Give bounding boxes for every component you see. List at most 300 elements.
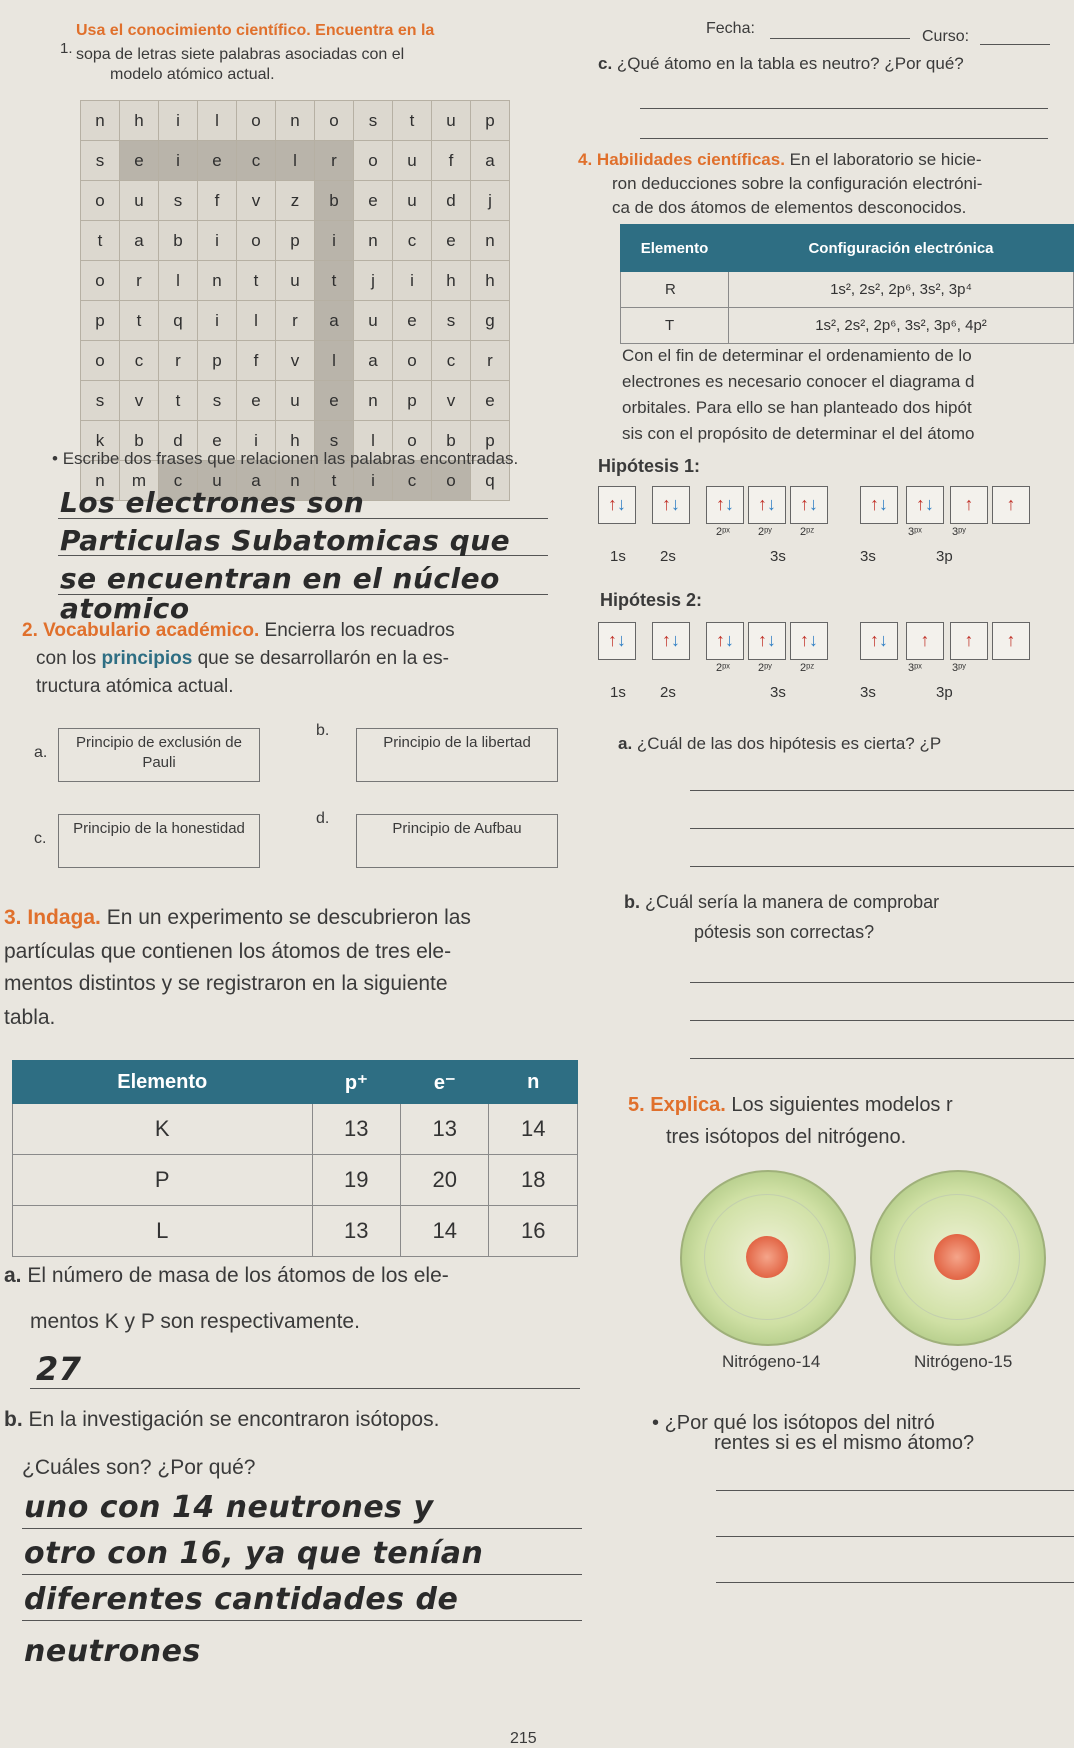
spin-down-arrow-icon: ↓ — [879, 630, 888, 650]
q2-keyword: Vocabulario académico. — [43, 620, 260, 641]
spin-up-arrow-icon: ↑ — [608, 494, 617, 514]
grid-cell[interactable]: l — [276, 141, 315, 181]
orbital-box — [860, 622, 898, 660]
orbital-box — [992, 486, 1030, 524]
nitrogen-15-label: Nitrógeno-15 — [914, 1352, 1013, 1371]
nitrogen-14-label: Nitrógeno-14 — [722, 1352, 821, 1371]
orbital-label: 3p — [936, 684, 953, 701]
grid-cell[interactable]: t — [120, 301, 159, 341]
page-number: 215 — [510, 1730, 537, 1747]
spin-up-arrow-icon: ↑ — [920, 630, 930, 650]
word-search-grid[interactable] — [80, 100, 510, 501]
q3b-letter: b. — [4, 1408, 23, 1431]
grid-cell[interactable]: s — [354, 101, 393, 141]
grid-cell[interactable]: o — [354, 141, 393, 181]
grid-cell[interactable]: i — [198, 221, 237, 261]
grid-cell[interactable]: e — [198, 141, 237, 181]
q3b-answer-4[interactable]: neutrones — [24, 1634, 201, 1669]
grid-cell[interactable]: a — [471, 141, 510, 181]
col-protons: p⁺ — [312, 1061, 400, 1104]
grid-cell[interactable]: o — [81, 341, 120, 381]
spin-up-arrow-icon: ↑ — [964, 494, 974, 514]
spin-up-arrow-icon: ↑ — [1006, 630, 1016, 650]
orbital-label: 3p — [936, 548, 953, 565]
cell: P — [13, 1155, 313, 1206]
orbital-box — [598, 622, 636, 660]
particles-table — [12, 1060, 578, 1257]
sub-orbital-label: 3ᵖˣ — [908, 662, 922, 674]
orbital-box — [992, 622, 1030, 660]
q3-line-4: tabla. — [4, 1006, 56, 1029]
q2-bold: principios — [101, 648, 193, 669]
grid-cell[interactable]: c — [237, 141, 276, 181]
q5-keyword: Explica. — [650, 1094, 726, 1116]
q5-text-a: Los siguientes modelos r — [731, 1094, 953, 1116]
grid-cell[interactable]: c — [432, 341, 471, 381]
grid-cell[interactable]: h — [471, 261, 510, 301]
q1-answer-3[interactable]: se encuentran en el núcleo — [60, 562, 500, 595]
table-row — [13, 1155, 578, 1206]
spin-up-arrow-icon: ↑ — [608, 630, 617, 650]
fecha-field[interactable] — [770, 38, 910, 39]
q1-text-b: sopa de letras siete palabras asociadas con el — [76, 46, 405, 63]
orbital-label: 1s — [610, 548, 626, 565]
grid-cell[interactable]: i — [237, 421, 276, 461]
grid-cell[interactable]: o — [315, 101, 354, 141]
orbital-box — [598, 486, 636, 524]
grid-cell[interactable]: b — [159, 221, 198, 261]
grid-cell[interactable]: u — [432, 101, 471, 141]
sub-orbital-label: 2ᵖᶻ — [800, 662, 815, 674]
q4-number: 4. — [578, 150, 593, 169]
grid-cell[interactable]: i — [198, 301, 237, 341]
table-row — [621, 272, 1074, 308]
cell: K — [13, 1104, 313, 1155]
sub-orbital-label: 3ᵖˣ — [908, 526, 922, 538]
grid-cell[interactable]: p — [276, 221, 315, 261]
hipotesis-2-diagram — [598, 622, 1074, 722]
q4a-question: ¿Cuál de las dos hipótesis es cierta? ¿P — [636, 734, 942, 753]
nucleus-icon — [746, 1236, 788, 1278]
cell: 18 — [489, 1155, 578, 1206]
grid-cell[interactable]: e — [315, 381, 354, 421]
grid-cell[interactable]: f — [237, 341, 276, 381]
grid-cell[interactable]: i — [159, 101, 198, 141]
spin-down-arrow-icon: ↓ — [809, 630, 818, 650]
grid-cell[interactable]: n — [354, 221, 393, 261]
q3b-text-1: En la investigación se encontraron isótopos. — [28, 1408, 440, 1431]
grid-cell[interactable]: l — [315, 341, 354, 381]
grid-cell[interactable]: t — [315, 461, 354, 501]
q3-line-2: partículas que contienen los átomos de tres ele- — [4, 940, 452, 963]
spin-up-arrow-icon: ↑ — [964, 630, 974, 650]
grid-cell[interactable]: c — [393, 221, 432, 261]
grid-cell[interactable]: a — [354, 341, 393, 381]
orbital-label: 3s — [770, 684, 786, 701]
grid-cell[interactable]: b — [315, 181, 354, 221]
grid-cell[interactable]: d — [432, 181, 471, 221]
grid-cell[interactable]: o — [237, 221, 276, 261]
q1-text-a — [76, 22, 434, 40]
answer-line — [690, 866, 1074, 867]
spin-up-arrow-icon: ↑ — [870, 630, 879, 650]
grid-cell[interactable]: u — [393, 181, 432, 221]
qc-text — [598, 54, 964, 74]
grid-cell[interactable]: q — [159, 301, 198, 341]
q3-line-3: mentos distintos y se registraron en la siguiente — [4, 972, 448, 995]
grid-cell[interactable]: o — [393, 341, 432, 381]
grid-cell[interactable]: r — [120, 261, 159, 301]
q4-keyword: Habilidades científicas. — [596, 150, 785, 169]
answer-line — [690, 828, 1074, 829]
q2-text-a: Encierra los recuadros — [264, 620, 455, 641]
answer-line — [690, 982, 1074, 983]
q3a-text-1: El número de masa de los átomos de los ele- — [27, 1264, 449, 1287]
spin-up-arrow-icon: ↑ — [758, 494, 767, 514]
grid-cell[interactable]: o — [81, 261, 120, 301]
grid-cell[interactable]: e — [432, 221, 471, 261]
answer-line — [690, 1020, 1074, 1021]
grid-row — [81, 261, 510, 301]
q4-text-a: En el laboratorio se hicie- — [789, 150, 982, 169]
orbital-box — [950, 486, 988, 524]
grid-cell[interactable]: n — [81, 461, 120, 501]
q3b-answer-1[interactable]: uno con 14 neutrones y — [24, 1490, 434, 1525]
grid-cell[interactable]: r — [159, 341, 198, 381]
grid-cell[interactable]: p — [471, 421, 510, 461]
grid-row — [81, 221, 510, 261]
grid-cell[interactable]: l — [237, 301, 276, 341]
answer-line — [640, 108, 1048, 109]
grid-cell[interactable]: m — [120, 461, 159, 501]
q1-answer-4[interactable]: atomico — [60, 592, 190, 625]
grid-cell[interactable]: n — [81, 101, 120, 141]
bullet-icon: • — [52, 449, 58, 468]
q1-answer-1[interactable]: Los electrones son — [60, 486, 365, 519]
q4-para-3: orbitales. Para ello se han planteado dos hipót — [622, 398, 972, 417]
q4-line-2: ron deducciones sobre la configuración electróni- — [612, 174, 983, 193]
grid-cell[interactable]: z — [276, 181, 315, 221]
grid-cell[interactable]: i — [354, 461, 393, 501]
q2-line-3: tructura atómica actual. — [36, 676, 234, 697]
spin-up-arrow-icon: ↑ — [716, 630, 725, 650]
grid-cell[interactable]: f — [198, 181, 237, 221]
q4-para-4: sis con el propósito de determinar el del átomo — [622, 424, 975, 443]
sub-orbital-label: 2ᵖᶻ — [800, 526, 815, 538]
orbital-box — [706, 486, 744, 524]
q1-text-c: modelo atómico actual. — [110, 66, 275, 83]
q3b-line-2: ¿Cuáles son? ¿Por qué? — [22, 1456, 256, 1479]
grid-cell[interactable]: v — [432, 381, 471, 421]
grid-cell[interactable]: i — [393, 261, 432, 301]
grid-cell[interactable]: o — [81, 181, 120, 221]
grid-cell[interactable]: u — [276, 261, 315, 301]
grid-cell[interactable]: r — [315, 141, 354, 181]
q1-answer-2[interactable]: Particulas Subatomicas que — [60, 524, 511, 557]
grid-cell[interactable]: e — [198, 421, 237, 461]
answer-line — [716, 1582, 1074, 1583]
orbital-label: 3s — [860, 548, 876, 565]
q2-option-c-letter: c. — [34, 830, 47, 847]
q4-para-2: electrones es necesario conocer el diagrama d — [622, 372, 975, 391]
q1-number: 1. — [60, 40, 73, 57]
cell: 19 — [312, 1155, 400, 1206]
q2-text-c: que se desarrollarón en la es- — [197, 648, 449, 669]
grid-cell[interactable]: n — [471, 221, 510, 261]
orbital-label: 3s — [770, 548, 786, 565]
spin-up-arrow-icon: ↑ — [662, 630, 671, 650]
q2-line-1 — [22, 620, 455, 642]
grid-cell[interactable]: i — [315, 221, 354, 261]
cell: 13 — [312, 1104, 400, 1155]
q3a-answer[interactable]: 27 — [36, 1350, 82, 1388]
q4a-text — [618, 734, 941, 754]
grid-cell[interactable]: s — [198, 381, 237, 421]
orbital-box — [906, 622, 944, 660]
grid-cell[interactable]: v — [276, 341, 315, 381]
q2-number: 2. — [22, 620, 38, 641]
grid-cell[interactable]: d — [159, 421, 198, 461]
answer-line — [690, 1058, 1074, 1059]
grid-cell[interactable]: p — [393, 381, 432, 421]
grid-cell[interactable]: c — [120, 341, 159, 381]
q5-line-2: tres isótopos del nitrógeno. — [666, 1126, 907, 1148]
grid-cell[interactable]: g — [471, 301, 510, 341]
orbital-label: 3s — [860, 684, 876, 701]
table-row — [13, 1206, 578, 1257]
config-table — [620, 224, 1074, 344]
orbital-label: 2s — [660, 548, 676, 565]
fecha-label: Fecha: — [706, 20, 755, 37]
q2-option-c[interactable]: Principio de la honestidad — [58, 814, 260, 868]
q3b-line-1 — [4, 1408, 439, 1432]
orbital-box — [790, 486, 828, 524]
grid-cell[interactable]: s — [81, 141, 120, 181]
grid-cell[interactable]: j — [471, 181, 510, 221]
spin-up-arrow-icon: ↑ — [758, 630, 767, 650]
grid-cell[interactable]: l — [159, 261, 198, 301]
answer-line — [30, 1388, 580, 1389]
grid-cell[interactable]: r — [471, 341, 510, 381]
spin-down-arrow-icon: ↓ — [767, 630, 776, 650]
spin-down-arrow-icon: ↓ — [767, 494, 776, 514]
grid-cell[interactable]: u — [120, 181, 159, 221]
orbital-box — [748, 486, 786, 524]
grid-cell[interactable]: t — [159, 381, 198, 421]
grid-cell[interactable]: s — [432, 301, 471, 341]
spin-up-arrow-icon: ↑ — [1006, 494, 1016, 514]
q4-line-3: ca de dos átomos de elementos desconocidos. — [612, 198, 967, 217]
grid-cell[interactable]: t — [393, 101, 432, 141]
grid-cell[interactable]: b — [432, 421, 471, 461]
q2-option-d[interactable]: Principio de Aufbau — [356, 814, 558, 868]
grid-cell[interactable]: o — [393, 421, 432, 461]
table-row — [621, 308, 1074, 344]
q3b-answer-2[interactable]: otro con 16, ya que tenían — [24, 1536, 484, 1571]
sub-orbital-label: 2ᵖˣ — [716, 526, 730, 538]
spin-down-arrow-icon: ↓ — [725, 630, 734, 650]
grid-cell[interactable]: h — [432, 261, 471, 301]
orbital-label: 2s — [660, 684, 676, 701]
cell: 1s², 2s², 2p⁶, 3s², 3p⁴ — [729, 272, 1074, 308]
grid-cell[interactable]: j — [354, 261, 393, 301]
spin-up-arrow-icon: ↑ — [716, 494, 725, 514]
grid-cell[interactable]: e — [120, 141, 159, 181]
grid-cell[interactable]: n — [198, 261, 237, 301]
grid-cell[interactable]: c — [393, 461, 432, 501]
grid-cell[interactable]: e — [393, 301, 432, 341]
q4-para-1: Con el fin de determinar el ordenamiento de lo — [622, 346, 972, 365]
q4b-text-1 — [624, 892, 939, 913]
q2-option-a[interactable]: Principio de exclusión de Pauli — [58, 728, 260, 782]
spin-down-arrow-icon: ↓ — [925, 494, 934, 514]
grid-row — [81, 341, 510, 381]
nitrogen-14-model — [680, 1170, 856, 1346]
qc-letter: c. — [598, 54, 613, 73]
cell: 14 — [489, 1104, 578, 1155]
orbital-box — [906, 486, 944, 524]
grid-cell[interactable]: u — [276, 381, 315, 421]
col-electrons: e⁻ — [401, 1061, 489, 1104]
grid-cell[interactable]: u — [354, 301, 393, 341]
cell: T — [621, 308, 729, 344]
q3b-answer-3[interactable]: diferentes cantidades de — [24, 1582, 459, 1617]
hipotesis-1-diagram — [598, 486, 1074, 586]
grid-cell[interactable]: p — [198, 341, 237, 381]
table-row — [13, 1104, 578, 1155]
cell: 20 — [401, 1155, 489, 1206]
grid-cell[interactable]: u — [393, 141, 432, 181]
q2-option-d-letter: d. — [316, 810, 330, 827]
q4b-text-2: pótesis son correctas? — [694, 922, 875, 942]
col-elemento: Elemento — [13, 1061, 313, 1104]
answer-line — [690, 790, 1074, 791]
orbital-box — [652, 486, 690, 524]
q3-number: 3. — [4, 906, 22, 929]
sub-orbital-label: 3ᵖʸ — [952, 526, 966, 538]
grid-row — [81, 301, 510, 341]
grid-cell[interactable]: k — [81, 421, 120, 461]
q5-line-1 — [628, 1094, 953, 1117]
q4b-question: ¿Cuál sería la manera de comprobar — [645, 892, 940, 912]
grid-cell[interactable]: a — [120, 221, 159, 261]
grid-row — [81, 141, 510, 181]
grid-cell[interactable]: s — [315, 421, 354, 461]
grid-cell[interactable]: v — [120, 381, 159, 421]
col-config: Configuración electrónica — [729, 225, 1074, 272]
grid-cell[interactable]: u — [198, 461, 237, 501]
q3a-letter: a. — [4, 1264, 22, 1287]
grid-cell[interactable]: o — [432, 461, 471, 501]
curso-field[interactable] — [980, 44, 1050, 45]
cell: 13 — [312, 1206, 400, 1257]
q1-prompt-text: Escribe dos frases que relacionen las palabras encontradas. — [62, 449, 519, 468]
grid-cell[interactable]: n — [354, 381, 393, 421]
spin-up-arrow-icon: ↑ — [800, 630, 809, 650]
grid-cell[interactable]: v — [237, 181, 276, 221]
q3-keyword: Indaga. — [27, 906, 101, 929]
grid-row — [81, 101, 510, 141]
spin-down-arrow-icon: ↓ — [617, 494, 626, 514]
answer-line — [22, 1620, 582, 1621]
q2-option-a-letter: a. — [34, 744, 48, 761]
q2-option-b[interactable]: Principio de la libertad — [356, 728, 558, 782]
grid-cell[interactable]: a — [315, 301, 354, 341]
nucleus-icon — [934, 1234, 980, 1280]
grid-cell[interactable]: f — [432, 141, 471, 181]
q2-line-2 — [36, 648, 449, 670]
q4a-letter: a. — [618, 734, 633, 753]
q1-text-a-content: Usa el conocimiento científico. Encuentra en la — [76, 22, 435, 39]
sub-orbital-label: 2ᵖʸ — [758, 662, 772, 674]
q1-prompt — [52, 448, 572, 470]
grid-cell[interactable]: s — [159, 181, 198, 221]
grid-cell[interactable]: s — [81, 381, 120, 421]
cell: 16 — [489, 1206, 578, 1257]
grid-cell[interactable]: o — [237, 101, 276, 141]
grid-row — [81, 181, 510, 221]
spin-up-arrow-icon: ↑ — [662, 494, 671, 514]
answer-line — [22, 1574, 582, 1575]
grid-cell[interactable]: p — [81, 301, 120, 341]
orbital-box — [790, 622, 828, 660]
sub-orbital-label: 2ᵖˣ — [716, 662, 730, 674]
q3-text-a: En un experimento se descubrieron las — [106, 906, 471, 929]
answer-line — [716, 1490, 1074, 1491]
hipotesis-1-title: Hipótesis 1: — [598, 456, 701, 476]
cell: 13 — [401, 1104, 489, 1155]
nitrogen-15-model — [870, 1170, 1046, 1346]
grid-cell[interactable]: n — [276, 101, 315, 141]
qc-text-1: ¿Qué átomo en la tabla es neutro? ¿Por qué? — [616, 54, 964, 73]
spin-up-arrow-icon: ↑ — [800, 494, 809, 514]
cell: R — [621, 272, 729, 308]
grid-cell[interactable]: t — [81, 221, 120, 261]
grid-cell[interactable]: h — [276, 421, 315, 461]
q3a-line-1 — [4, 1264, 449, 1288]
grid-cell[interactable]: e — [354, 181, 393, 221]
spin-down-arrow-icon: ↓ — [725, 494, 734, 514]
spin-up-arrow-icon: ↑ — [916, 494, 925, 514]
q5-number: 5. — [628, 1094, 645, 1116]
grid-cell[interactable]: a — [237, 461, 276, 501]
answer-line — [716, 1536, 1074, 1537]
grid-cell[interactable]: b — [120, 421, 159, 461]
grid-cell[interactable]: q — [471, 461, 510, 501]
grid-cell[interactable]: r — [276, 301, 315, 341]
grid-cell[interactable]: h — [120, 101, 159, 141]
spin-down-arrow-icon: ↓ — [671, 494, 680, 514]
q3a-line-2: mentos K y P son respectivamente. — [30, 1310, 360, 1333]
q5-bullet-text: ¿Por qué los isótopos del nitró — [664, 1412, 935, 1434]
grid-cell[interactable]: l — [198, 101, 237, 141]
sub-orbital-label: 3ᵖʸ — [952, 662, 966, 674]
grid-cell[interactable]: c — [159, 461, 198, 501]
grid-cell[interactable]: i — [159, 141, 198, 181]
grid-cell[interactable]: l — [354, 421, 393, 461]
grid-cell[interactable]: n — [276, 461, 315, 501]
cell: 1s², 2s², 2p⁶, 3s², 3p⁶, 4p² — [729, 308, 1074, 344]
grid-cell[interactable]: t — [315, 261, 354, 301]
spin-down-arrow-icon: ↓ — [617, 630, 626, 650]
spin-down-arrow-icon: ↓ — [809, 494, 818, 514]
grid-cell[interactable]: e — [471, 381, 510, 421]
spin-up-arrow-icon: ↑ — [870, 494, 879, 514]
grid-cell[interactable]: t — [237, 261, 276, 301]
orbital-box — [860, 486, 898, 524]
grid-cell[interactable]: e — [237, 381, 276, 421]
grid-cell[interactable]: p — [471, 101, 510, 141]
